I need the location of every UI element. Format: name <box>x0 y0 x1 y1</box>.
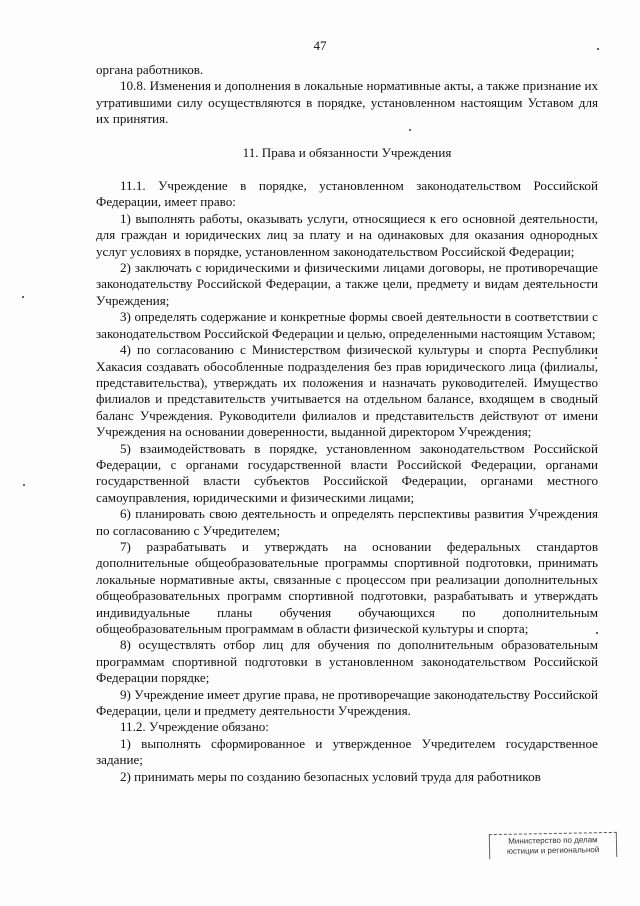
paragraph-11-2: 11.2. Учреждение обязано: <box>120 719 269 735</box>
obligation-item-1: 1) выполнять сформированное и утвержденное Учредителем государственное задание; <box>96 735 598 768</box>
list-item-7: 7) разрабатывать и утверждать на основании федеральных стандартов дополнительные общеобразовательные программы спортивной подготовки, принимать локальные нормативные акты, связанные с процессом при реализации дополнительных общеобразовательных программ спортивной подготовки, разрабатывать и утверждать индивидуальные планы обучения обучающихся по дополнительным общеобразовательным программам в области физической культуры и спорта; <box>96 538 598 636</box>
scan-speck <box>596 632 598 634</box>
list-item-8: 8) осуществлять отбор лиц для обучения по дополнительным образовательным программам спортивной подготовки в установленном законодательством Российской Федерации порядке; <box>96 637 598 686</box>
scan-speck <box>595 357 597 359</box>
list-item-1: 1) выполнять работы, оказывать услуги, относящиеся к его основной деятельности, для граждан и юридических лиц за плату и на одинаковых для оказания однородных услуг условиях в порядке, установленном законодательством Российской Федерации; <box>96 210 598 259</box>
list-item-2: 2) заключать с юридическими и физическими лицами договоры, не противоречащие законодательству Российской Федерации, а также цели, предмету и видам деятельности Учреждения; <box>96 260 598 308</box>
list-item-4: 4) по согласованию с Министерством физической культуры и спорта Республики Хакасия создавать обособленные подразделения без прав юридического лица (филиалы, представительства), утверждать их положения и назначать руководителей. Имущество филиалов и представительств учитывается на отдельном балансе, входящем в сводный баланс Учреждения. Руководители филиалов и представительств действуют от имени Учреждения на основании доверенности, выданной директором Учреждения; <box>96 342 598 440</box>
section-heading: 11. Права и обязанности Учреждения <box>242 144 452 160</box>
scan-speck <box>409 129 411 131</box>
page-number: 47 <box>313 38 327 53</box>
paragraph-11-1: 11.1. Учреждение в порядке, установленном законодательством Российской Федерации, имеет право: <box>96 178 598 210</box>
list-item-6: 6) планировать свою деятельность и определять перспективы развития Учреждения по согласованию с Учредителем; <box>96 506 598 538</box>
paragraph-continuation: органа работников. <box>96 62 204 77</box>
list-item-5: 5) взаимодействовать в порядке, установленном законодательством Российской Федерации, с органами государственной власти Российской Федерации, органами государственной власти субъектов Российской Федерации, органами местного самоуправления, юридическими и физическими лицами; <box>96 440 598 505</box>
stamp-line: Министерство по делам <box>508 835 598 846</box>
paragraph-10-8: 10.8. Изменения и дополнения в локальные нормативные акты, а также признание их утратившими силу осуществляются в порядке, установленном настоящим Уставом для их принятия. <box>96 78 598 127</box>
list-item-3: 3) определять содержание и конкретные формы своей деятельности в соответствии с законодательством Российской Федерации и целью, определенными настоящим Уставом; <box>96 309 598 341</box>
document-body <box>96 62 598 785</box>
scan-speck <box>597 48 599 50</box>
registration-stamp <box>489 832 617 859</box>
scan-speck <box>22 296 24 298</box>
stamp-line: юстиции и региональной <box>506 845 600 856</box>
obligation-item-2: 2) принимать меры по созданию безопасных условий труда для работников <box>120 768 541 784</box>
list-item-9: 9) Учреждение имеет другие права, не противоречащие законодательству Российской Федерации, цели и предмету деятельности Учреждения. <box>96 686 598 719</box>
scan-speck <box>23 484 25 486</box>
